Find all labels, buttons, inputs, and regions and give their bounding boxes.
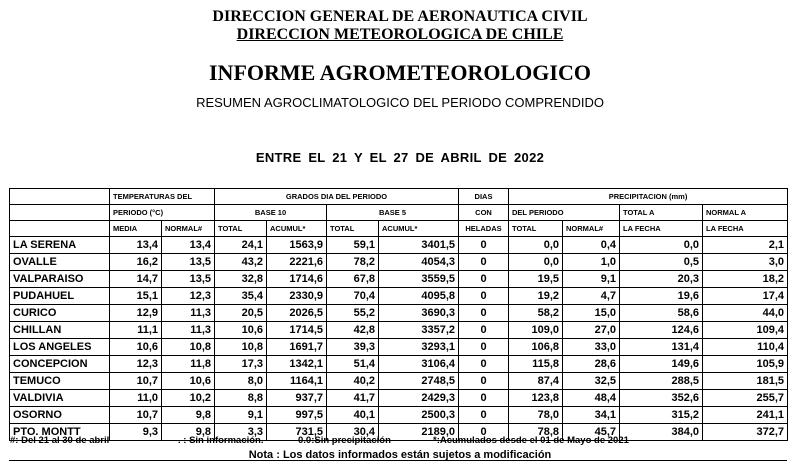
base5-total: 67,8 bbox=[327, 271, 379, 288]
temp-normal: 10,8 bbox=[162, 339, 215, 356]
la-fecha-normal-header: LA FECHA bbox=[703, 221, 788, 237]
table-row bbox=[10, 373, 788, 390]
precip-total: 78,8 bbox=[509, 424, 563, 441]
precip-normal-fecha: 18,2 bbox=[703, 271, 788, 288]
base5-acumulado: 2189,0 bbox=[379, 424, 459, 441]
dias-heladas: 0 bbox=[459, 305, 509, 322]
precip-normal-fecha: 2,1 bbox=[703, 237, 788, 254]
base5-acumulado: 2500,3 bbox=[379, 407, 459, 424]
grados-group-header: GRADOS DIA DEL PERIODO bbox=[215, 189, 459, 205]
base5-total: 30,4 bbox=[327, 424, 379, 441]
base10-total: 8,8 bbox=[215, 390, 267, 407]
dias-header: DIAS bbox=[459, 189, 509, 205]
precip-total: 0,0 bbox=[509, 254, 563, 271]
department-name: DIRECCION METEOROLOGICA DE CHILE bbox=[236, 26, 564, 43]
station-name: CURICO bbox=[10, 305, 110, 322]
temp-group-subheader: PERIODO (°C) bbox=[110, 205, 215, 221]
dias-heladas: 0 bbox=[459, 288, 509, 305]
organization-name: DIRECCION GENERAL DE AERONAUTICA CIVIL bbox=[212, 8, 588, 25]
base5-total: 55,2 bbox=[327, 305, 379, 322]
temp-media: 14,7 bbox=[110, 271, 162, 288]
dias-heladas: 0 bbox=[459, 322, 509, 339]
precip-normal-fecha: 372,7 bbox=[703, 424, 788, 441]
table-row bbox=[10, 407, 788, 424]
base10-total: 10,8 bbox=[215, 339, 267, 356]
base10-acumulado: 1164,1 bbox=[267, 373, 327, 390]
base5-acumulado: 3293,1 bbox=[379, 339, 459, 356]
precip-total-fecha: 384,0 bbox=[620, 424, 703, 441]
footnote-zero: 0.0:Sin precipitación bbox=[298, 435, 391, 446]
temp-normal: 10,2 bbox=[162, 390, 215, 407]
temp-normal: 13,5 bbox=[162, 271, 215, 288]
base5-acumulado: 3357,2 bbox=[379, 322, 459, 339]
precip-normal-fecha: 44,0 bbox=[703, 305, 788, 322]
footnote-star: *:Acumulados desde el 01 de Mayo de 2021 bbox=[433, 435, 629, 446]
base5-acumulado: 2429,3 bbox=[379, 390, 459, 407]
temp-media: 13,4 bbox=[110, 237, 162, 254]
precip-total: 19,5 bbox=[509, 271, 563, 288]
base10-acumulado: 1563,9 bbox=[267, 237, 327, 254]
dias-heladas: 0 bbox=[459, 390, 509, 407]
base5-total: 40,1 bbox=[327, 407, 379, 424]
station-name: VALPARAISO bbox=[10, 271, 110, 288]
dias-heladas: 0 bbox=[459, 407, 509, 424]
precip-total: 106,8 bbox=[509, 339, 563, 356]
temp-normal: 12,3 bbox=[162, 288, 215, 305]
table-row bbox=[10, 237, 788, 254]
temp-group-header: TEMPERATURAS DEL bbox=[110, 189, 215, 205]
base5-total: 70,4 bbox=[327, 288, 379, 305]
base10-total: 8,0 bbox=[215, 373, 267, 390]
temp-media: 12,3 bbox=[110, 356, 162, 373]
base10-acumulado: 731,5 bbox=[267, 424, 327, 441]
normal-a-header: NORMAL A bbox=[703, 205, 788, 221]
b10-total-header: TOTAL bbox=[215, 221, 267, 237]
b10-acumul-header: ACUMUL* bbox=[267, 221, 327, 237]
precip-total: 0,0 bbox=[509, 237, 563, 254]
station-name: PUDAHUEL bbox=[10, 288, 110, 305]
precip-normal: 45,7 bbox=[563, 424, 620, 441]
report-subtitle: RESUMEN AGROCLIMATOLOGICO DEL PERIODO COMPRENDIDO bbox=[196, 95, 604, 110]
temp-normal: 11,3 bbox=[162, 322, 215, 339]
base10-acumulado: 997,5 bbox=[267, 407, 327, 424]
base5-acumulado: 4054,3 bbox=[379, 254, 459, 271]
base10-acumulado: 2026,5 bbox=[267, 305, 327, 322]
disclaimer-note: Nota : Los datos informados están sujetos a modificación bbox=[248, 449, 552, 461]
base10-acumulado: 1691,7 bbox=[267, 339, 327, 356]
table-row bbox=[10, 390, 788, 407]
precip-normal-fecha: 255,7 bbox=[703, 390, 788, 407]
table-row bbox=[10, 254, 788, 271]
precip-group-header: PRECIPITACION (mm) bbox=[509, 189, 788, 205]
media-header: MEDIA bbox=[110, 221, 162, 237]
temp-media: 15,1 bbox=[110, 288, 162, 305]
precip-total-fecha: 124,6 bbox=[620, 322, 703, 339]
temp-normal: 11,8 bbox=[162, 356, 215, 373]
precip-total-fecha: 131,4 bbox=[620, 339, 703, 356]
precip-total: 19,2 bbox=[509, 288, 563, 305]
temp-media: 10,6 bbox=[110, 339, 162, 356]
table-body bbox=[10, 237, 788, 441]
header-row-3 bbox=[10, 221, 788, 237]
precip-total: 87,4 bbox=[509, 373, 563, 390]
table-row bbox=[10, 339, 788, 356]
temp-normal: 13,5 bbox=[162, 254, 215, 271]
table-row bbox=[10, 288, 788, 305]
footnote-dot: . : Sin información. bbox=[178, 435, 264, 446]
precip-normal-fecha: 3,0 bbox=[703, 254, 788, 271]
report-period: ENTRE EL 21 Y EL 27 DE ABRIL DE 2022 bbox=[255, 150, 545, 165]
precip-total: 78,0 bbox=[509, 407, 563, 424]
base10-total: 43,2 bbox=[215, 254, 267, 271]
station-name: TEMUCO bbox=[10, 373, 110, 390]
precip-total-fecha: 19,6 bbox=[620, 288, 703, 305]
base10-acumulado: 1342,1 bbox=[267, 356, 327, 373]
table-row bbox=[10, 424, 788, 441]
precip-normal-fecha: 181,5 bbox=[703, 373, 788, 390]
dias-heladas: 0 bbox=[459, 424, 509, 441]
dias-heladas: 0 bbox=[459, 271, 509, 288]
station-name: LA SERENA bbox=[10, 237, 110, 254]
precip-normal: 33,0 bbox=[563, 339, 620, 356]
base5-total: 59,1 bbox=[327, 237, 379, 254]
base10-total: 3,3 bbox=[215, 424, 267, 441]
station-name: OVALLE bbox=[10, 254, 110, 271]
base10-acumulado: 1714,6 bbox=[267, 271, 327, 288]
la-fecha-header: LA FECHA bbox=[620, 221, 703, 237]
base5-acumulado: 3106,4 bbox=[379, 356, 459, 373]
precip-total-fecha: 315,2 bbox=[620, 407, 703, 424]
base5-total: 78,2 bbox=[327, 254, 379, 271]
dias-heladas: 0 bbox=[459, 254, 509, 271]
precip-total: 109,0 bbox=[509, 322, 563, 339]
precip-normal: 48,4 bbox=[563, 390, 620, 407]
temp-normal: 10,6 bbox=[162, 373, 215, 390]
base10-total: 32,8 bbox=[215, 271, 267, 288]
precip-normal: 0,4 bbox=[563, 237, 620, 254]
station-name: OSORNO bbox=[10, 407, 110, 424]
header-row-1 bbox=[10, 189, 788, 205]
dias-heladas: 0 bbox=[459, 237, 509, 254]
precip-normal-header: NORMAL# bbox=[563, 221, 620, 237]
base10-acumulado: 937,7 bbox=[267, 390, 327, 407]
precip-normal-fecha: 105,9 bbox=[703, 356, 788, 373]
precip-total-fecha: 288,5 bbox=[620, 373, 703, 390]
precip-total-fecha: 20,3 bbox=[620, 271, 703, 288]
normal-header: NORMAL# bbox=[162, 221, 215, 237]
dias-heladas: 0 bbox=[459, 373, 509, 390]
base10-header: BASE 10 bbox=[215, 205, 327, 221]
table-row bbox=[10, 356, 788, 373]
precip-normal: 15,0 bbox=[563, 305, 620, 322]
temp-media: 11,0 bbox=[110, 390, 162, 407]
temp-media: 16,2 bbox=[110, 254, 162, 271]
base5-acumulado: 3401,5 bbox=[379, 237, 459, 254]
base10-acumulado: 1714,5 bbox=[267, 322, 327, 339]
header-row-2 bbox=[10, 205, 788, 221]
precip-normal-fecha: 17,4 bbox=[703, 288, 788, 305]
station-name: PTO. MONTT bbox=[10, 424, 110, 441]
temp-media: 9,3 bbox=[110, 424, 162, 441]
report-title: INFORME AGROMETEOROLOGICO bbox=[209, 60, 591, 85]
temp-media: 12,9 bbox=[110, 305, 162, 322]
total-a-header: TOTAL A bbox=[620, 205, 703, 221]
temp-media: 10,7 bbox=[110, 407, 162, 424]
precip-total: 123,8 bbox=[509, 390, 563, 407]
base10-total: 17,3 bbox=[215, 356, 267, 373]
base5-header: BASE 5 bbox=[327, 205, 459, 221]
heladas-header: HELADAS bbox=[459, 221, 509, 237]
base5-total: 39,3 bbox=[327, 339, 379, 356]
precip-normal: 27,0 bbox=[563, 322, 620, 339]
base5-total: 40,2 bbox=[327, 373, 379, 390]
station-name: CHILLAN bbox=[10, 322, 110, 339]
precip-total-fecha: 58,6 bbox=[620, 305, 703, 322]
base10-total: 10,6 bbox=[215, 322, 267, 339]
precip-normal: 28,6 bbox=[563, 356, 620, 373]
precip-normal: 4,7 bbox=[563, 288, 620, 305]
precip-total-fecha: 0,5 bbox=[620, 254, 703, 271]
temp-normal: 9,8 bbox=[162, 407, 215, 424]
precip-total: 58,2 bbox=[509, 305, 563, 322]
table-row bbox=[10, 271, 788, 288]
table-row bbox=[10, 305, 788, 322]
precip-total-fecha: 352,6 bbox=[620, 390, 703, 407]
dias-heladas: 0 bbox=[459, 356, 509, 373]
b5-acumul-header: ACUMUL* bbox=[379, 221, 459, 237]
base5-total: 41,7 bbox=[327, 390, 379, 407]
agrometeo-table bbox=[9, 188, 788, 441]
base10-acumulado: 2221,6 bbox=[267, 254, 327, 271]
precip-total-header: TOTAL bbox=[509, 221, 563, 237]
base10-total: 20,5 bbox=[215, 305, 267, 322]
precip-normal: 32,5 bbox=[563, 373, 620, 390]
base5-acumulado: 3690,3 bbox=[379, 305, 459, 322]
precip-normal: 1,0 bbox=[563, 254, 620, 271]
station-name: LOS ANGELES bbox=[10, 339, 110, 356]
temp-media: 10,7 bbox=[110, 373, 162, 390]
precip-total: 115,8 bbox=[509, 356, 563, 373]
b5-total-header: TOTAL bbox=[327, 221, 379, 237]
del-periodo-header: DEL PERIODO bbox=[509, 205, 620, 221]
base10-total: 24,1 bbox=[215, 237, 267, 254]
base10-total: 35,4 bbox=[215, 288, 267, 305]
dias-heladas: 0 bbox=[459, 339, 509, 356]
station-name: CONCEPCION bbox=[10, 356, 110, 373]
temp-normal: 11,3 bbox=[162, 305, 215, 322]
precip-normal: 34,1 bbox=[563, 407, 620, 424]
precip-normal-fecha: 241,1 bbox=[703, 407, 788, 424]
base5-acumulado: 2748,5 bbox=[379, 373, 459, 390]
station-name: VALDIVIA bbox=[10, 390, 110, 407]
base10-acumulado: 2330,9 bbox=[267, 288, 327, 305]
precip-normal: 9,1 bbox=[563, 271, 620, 288]
precip-total-fecha: 149,6 bbox=[620, 356, 703, 373]
temp-normal: 13,4 bbox=[162, 237, 215, 254]
base5-acumulado: 4095,8 bbox=[379, 288, 459, 305]
table-row bbox=[10, 322, 788, 339]
footnote-hash: #: Del 21 al 30 de abril bbox=[10, 435, 110, 446]
base5-total: 42,8 bbox=[327, 322, 379, 339]
temp-media: 11,1 bbox=[110, 322, 162, 339]
base5-total: 51,4 bbox=[327, 356, 379, 373]
precip-total-fecha: 0,0 bbox=[620, 237, 703, 254]
precip-normal-fecha: 110,4 bbox=[703, 339, 788, 356]
temp-normal: 9,8 bbox=[162, 424, 215, 441]
base5-acumulado: 3559,5 bbox=[379, 271, 459, 288]
base10-total: 9,1 bbox=[215, 407, 267, 424]
precip-normal-fecha: 109,4 bbox=[703, 322, 788, 339]
cropped-text-line bbox=[9, 460, 787, 465]
con-header: CON bbox=[459, 205, 509, 221]
